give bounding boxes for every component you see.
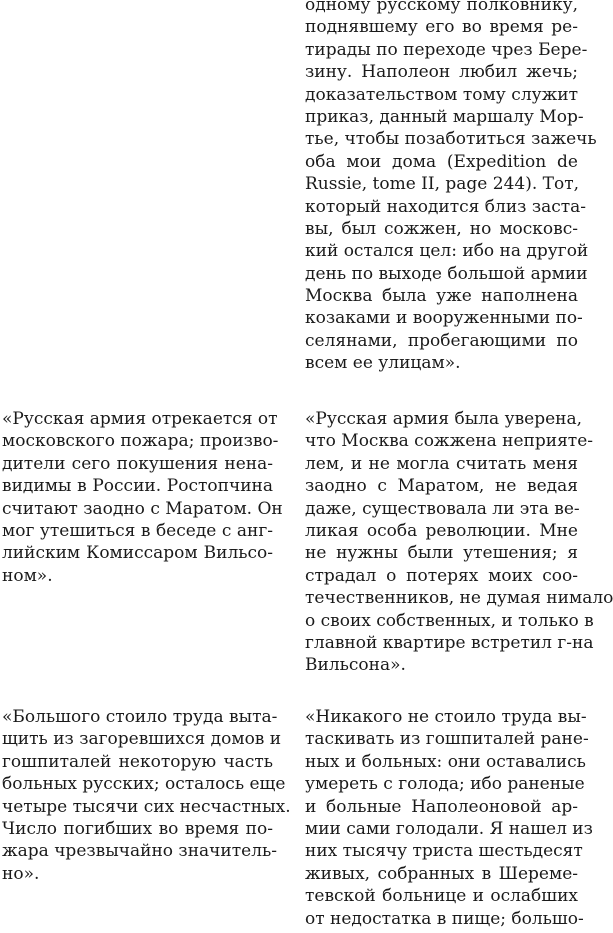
text-line: о своих собственных, и только в — [305, 610, 594, 631]
text-line: ном». — [2, 565, 53, 586]
text-line: но». — [2, 863, 40, 884]
text-line: «Русская армия была уверена, — [305, 409, 583, 429]
text-line: доказательством тому служит — [305, 84, 578, 105]
text-line: ных и больных: они оставались — [305, 751, 586, 772]
text-line: всем ее улицам». — [305, 353, 461, 374]
text-line: приказ, данный маршалу Мор- — [305, 106, 584, 127]
text-line: заодно с Маратом, не ведая — [305, 476, 578, 497]
text-line: кий остался цел: ибо на другой — [305, 241, 589, 262]
text-line: видимы в России. Ростопчина — [2, 476, 273, 497]
text-line: «Большого стоило труда выта- — [2, 707, 278, 727]
text-line: таскивать из гошпиталей ране- — [305, 729, 589, 750]
text-line: который находится близ заста- — [305, 196, 587, 217]
text-line: жара чрезвычайно значитель- — [2, 841, 277, 862]
text-line: четыре тысячи сих несчастных. — [2, 796, 291, 817]
text-line: дители сего покушения нена- — [2, 453, 273, 474]
text-line: Число погибших во время по- — [2, 818, 273, 839]
text-line: даже, существовала ли эта ве- — [305, 498, 580, 519]
text-line: мог утешиться в беседе с анг- — [2, 520, 273, 541]
text-line: Russie, tome II, page 244). Тот, — [305, 174, 580, 195]
paragraph-left-2 — [2, 408, 283, 587]
text-line: что Москва сожжена неприяте- — [305, 431, 594, 452]
text-line: лийским Комиссаром Вильсо- — [2, 543, 273, 564]
text-line: селянами, пробегающими по — [305, 330, 578, 351]
text-line: мии сами голодали. Я нашел из — [305, 818, 593, 839]
text-line: считают заодно с Маратом. Он — [2, 498, 283, 519]
text-line: больных русских; осталось еще — [2, 774, 286, 795]
text-line: одному русскому полковнику, — [305, 0, 578, 15]
text-line: не нужны были утешения; я — [305, 543, 578, 564]
paragraph-left-3 — [2, 706, 291, 885]
text-line: умереть с голода; ибо раненые — [305, 774, 585, 795]
text-line: Вильсона». — [305, 655, 406, 676]
text-line: поднявшему его во время ре- — [305, 17, 578, 38]
paragraph-right-1 — [305, 0, 597, 375]
text-line: день по выходе большой армии — [305, 263, 588, 284]
text-line: гошпиталей некоторую часть — [2, 751, 273, 772]
text-line: тевской больнице и ослабших — [305, 886, 578, 907]
text-line: щить из загоревшихся домов и — [2, 729, 282, 750]
text-line: тье, чтобы позаботиться зажечь — [305, 129, 597, 150]
text-line: и больные Наполеоновой ар- — [305, 796, 578, 817]
text-line: них тысячу триста шестьдесят — [305, 841, 583, 862]
paragraph-right-3 — [305, 706, 593, 930]
text-line: «Никакого не стоило труда вы- — [305, 707, 587, 727]
text-line: живых, собранных в Шереме- — [305, 863, 578, 884]
text-line: тирады по переходе чрез Бере- — [305, 39, 588, 60]
text-line: Москва была уже наполнена — [305, 286, 578, 307]
text-line: главной квартире встретил г-на — [305, 632, 594, 653]
text-line: вы, был сожжен, но московс- — [305, 218, 578, 239]
text-line: козаками и вооруженными по- — [305, 308, 583, 329]
text-line: страдал о потерях моих соо- — [305, 565, 578, 586]
paragraph-right-2 — [305, 408, 613, 677]
text-line: московского пожара; произво- — [2, 431, 279, 452]
text-line: оба мои дома (Expedition de — [305, 151, 578, 172]
text-line: лем, и не могла считать меня — [305, 453, 578, 474]
text-line: «Русская армия отрекается от — [2, 409, 278, 429]
text-line: зину. Наполеон любил жечь; — [305, 62, 578, 83]
text-line: течественников, не думая нимало — [305, 588, 613, 609]
text-line: ликая особа революции. Мне — [305, 520, 578, 541]
text-line: от недостатка в пище; большо- — [305, 908, 584, 929]
